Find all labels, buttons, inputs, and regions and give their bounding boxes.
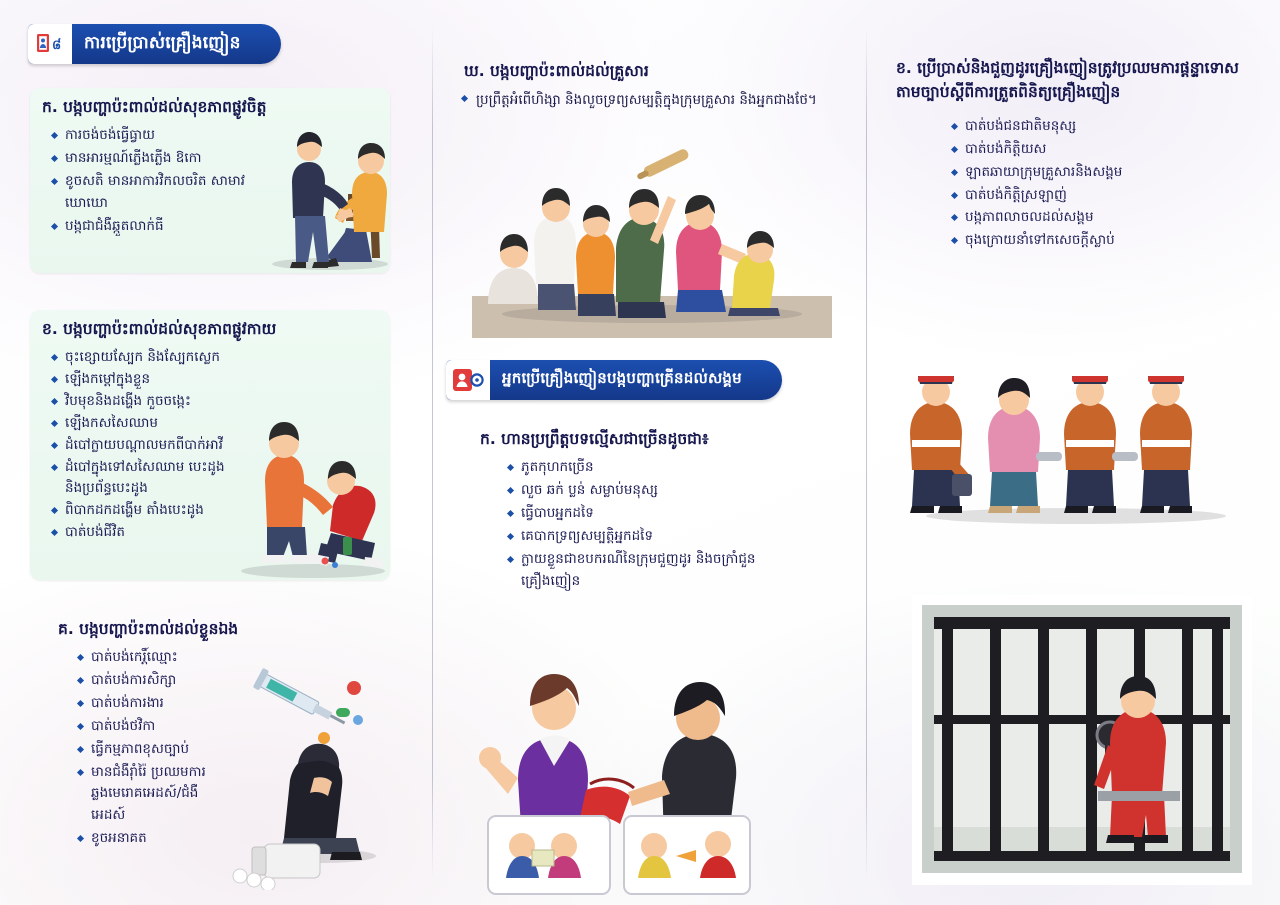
list-item: ដំបៅក្លាយបណ្ដាលមកពីបាក់អាវី bbox=[52, 435, 380, 456]
illustration-arrest bbox=[896, 348, 1266, 528]
list-item: បាត់បង់ការងារ bbox=[78, 693, 400, 715]
column-middle bbox=[432, 0, 866, 905]
list-item: ដំបៅក្នុងទៅសសៃឈាម បេះដូង និងប្រព័ន្ធបេះដូង bbox=[52, 457, 380, 499]
list-item: គេបាកទ្រព្យសម្បត្តិអ្នកដទៃ bbox=[508, 526, 840, 548]
list-item: ពិបាកដកដង្ហើម តាំងបេះដូង bbox=[52, 500, 380, 521]
list-item: បាត់បង់ការសិក្សា bbox=[78, 670, 400, 692]
card-law-punishment bbox=[882, 48, 1274, 298]
column-right bbox=[866, 0, 1280, 905]
illustration-counselling bbox=[240, 112, 405, 272]
section-title: ក. បង្កបញ្ហាប៉ះពាល់ដល់សុខភាពផ្លូវចិត្ត bbox=[42, 98, 267, 116]
list-item: ធ្វើបាបអ្នកដទៃ bbox=[508, 503, 840, 525]
book-person-icon bbox=[28, 24, 72, 64]
illustration-two-youths bbox=[225, 385, 400, 585]
banner-social-harm bbox=[446, 360, 782, 400]
section-list bbox=[450, 457, 850, 603]
banner-title: អ្នកប្រើគ្រឿងញៀនបង្កបញ្ហាគ្រើនដល់សង្គម bbox=[502, 369, 742, 387]
card-crime bbox=[450, 420, 850, 620]
list-item: ឡើងកសសៃឈាម bbox=[52, 413, 380, 434]
illustration-prison-cell bbox=[912, 595, 1252, 885]
svg-text:៨: ៨ bbox=[52, 38, 62, 53]
section-title: ក. ហានប្រព្រឹត្តបទល្មើសជាច្រើនដូចជា៖ bbox=[480, 430, 709, 448]
list-item: មានជំងឺរ៉ាំរ៉ៃ ប្រឈមការឆ្លងមេរោគអេដស៍/ជំងឺអេដស៍ bbox=[78, 762, 400, 828]
banner-title: ការប្រើប្រាស់គ្រឿងញៀន bbox=[84, 32, 241, 53]
list-item: ចុងក្រោយនាំទៅកសេចក្តីស្លាប់ bbox=[952, 230, 1264, 252]
illustration-robbery bbox=[466, 620, 816, 895]
list-item: ឡើងកម្តៅក្នុងខ្លួន bbox=[52, 369, 380, 390]
list-item: បង្កភាពលាចលដល់សង្គម bbox=[952, 207, 1264, 229]
person-gear-icon bbox=[446, 360, 490, 400]
list-item: ខូចអនាគត bbox=[78, 828, 400, 850]
section-paragraph: ប្រព្រឹត្តអំពើហិង្សា និងលួចទ្រព្យសម្បត្តិក្នុងក្រុមគ្រួសារ និងអ្នកជាងថែ។ bbox=[450, 85, 850, 111]
list-item: បាត់បង់កិត្តិស្រឡាញ់ bbox=[952, 185, 1264, 207]
list-item: ខូចសតិ មានអាការវិកលចរិត សាមាវ ឃោឃោ bbox=[52, 171, 380, 215]
list-item: បាត់បង់ថវិកា bbox=[78, 716, 400, 738]
list-item: បាត់បង់ជនជាតិមនុស្ស bbox=[952, 116, 1264, 138]
list-item: លួច ឆក់ ប្លន់ សម្លាប់មនុស្ស bbox=[508, 480, 840, 502]
illustration-addiction bbox=[228, 660, 418, 890]
list-item: ភូតកុហកច្រើន bbox=[508, 457, 840, 479]
section-title: ឃ. បង្កបញ្ហាប៉ះពាល់ដល់គ្រួសារ bbox=[464, 62, 649, 80]
illustration-family-violence bbox=[472, 128, 832, 338]
list-item: វិបមុខនិងដង្ហើង កួចចង្កេះ bbox=[52, 391, 380, 412]
list-item: ក្លាយខ្លួនជាខបករណីនៃក្រុមជួញដូរ និងចក្រាំជួនគ្រឿងញៀន bbox=[508, 549, 840, 593]
list-item: បង្កជាជំងឺឆ្កួតលាក់ធី bbox=[52, 216, 380, 238]
list-item: ការចង់ចង់ធ្វើធ្វាយ bbox=[52, 125, 380, 147]
section-title: ខ. បង្កបញ្ហាប៉ះពាល់ដល់សុខភាពផ្លូវកាយ bbox=[42, 320, 277, 338]
list-item: បាត់បង់កេរ្តិ៍ឈ្មោះ bbox=[78, 647, 400, 669]
section-title: ខ. ប្រើប្រាស់និងជួញដូរគ្រឿងញៀនត្រូវប្រឈមការផ្តន្ទាទោសតាមច្បាប់ស្តីពីការត្រួតពិនិត្យគ្រឿងញៀន bbox=[896, 59, 1239, 102]
list-item: បាត់បង់កិត្តិយស bbox=[952, 139, 1264, 161]
banner-drug-use bbox=[28, 24, 281, 64]
list-item: បាត់បង់ជីវិត bbox=[52, 522, 380, 543]
list-item: ចុះខ្សោយស្បែក និងស្បែកស្លេក bbox=[52, 347, 380, 368]
list-item: មានអារម្មណ៍ភ្លើងភ្លើង ឱកោ bbox=[52, 148, 380, 170]
list-item: ធ្វើកម្មភាពខុសច្បាប់ bbox=[78, 739, 400, 761]
list-item: ឡាតឆាយាក្រុមគ្រួសារនិងសង្គម bbox=[952, 162, 1264, 184]
section-title: គ. បង្កបញ្ហាប៉ះពាល់ដល់ខ្លួនឯង bbox=[58, 620, 239, 638]
section-list bbox=[882, 110, 1274, 263]
column-left bbox=[0, 0, 432, 905]
